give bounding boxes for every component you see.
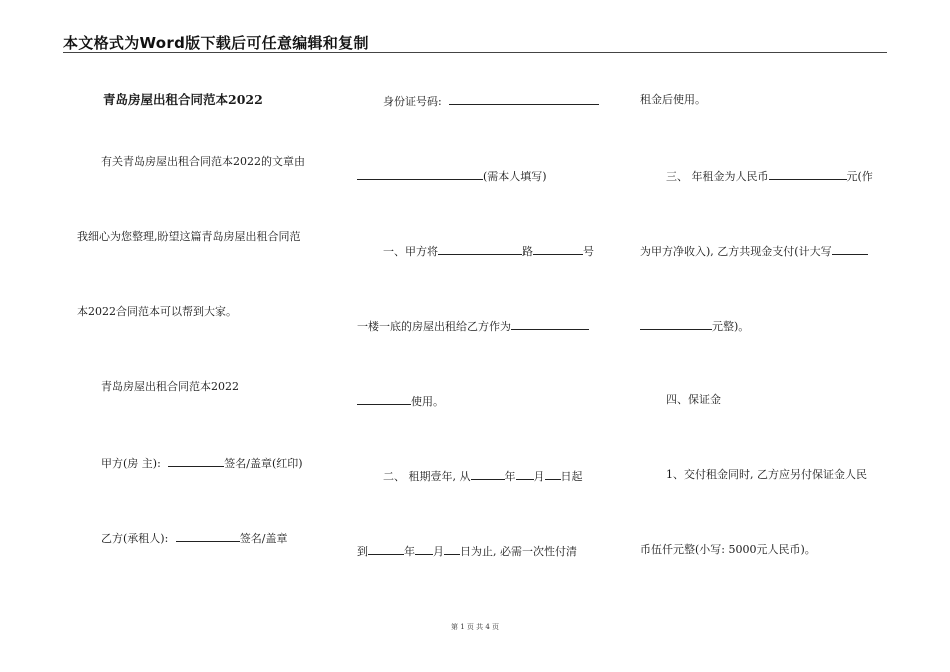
intro-line-3: 本2022合同范本可以帮到大家。 [77, 305, 237, 318]
clause-2-line-1 [383, 468, 583, 484]
start-day-blank[interactable] [545, 468, 561, 480]
clause-3-line-2 [640, 243, 868, 259]
clause-2-line-2 [357, 543, 577, 559]
number-blank[interactable] [533, 243, 583, 255]
clause-2-text: 二、 租期壹年, 从 [383, 470, 471, 483]
deposit-line-1: 1、交付租金同时, 乙方应另付保证金人民 [666, 468, 867, 481]
end-month-blank[interactable] [415, 543, 433, 555]
page-number: 第 1 页 共 4 页 [450, 623, 500, 631]
header-divider [63, 52, 887, 53]
use-blank[interactable] [357, 393, 411, 405]
party-b-line [101, 530, 288, 546]
start-year-blank[interactable] [471, 468, 505, 480]
clause-1-text: 一、甲方将 [383, 245, 438, 258]
clause-1-line-1 [383, 243, 594, 259]
to-label: 到 [357, 545, 368, 558]
clause-3-text: 三、 年租金为人民币 [666, 170, 769, 183]
document-header: 本文格式为Word版下载后可任意编辑和复制 [63, 34, 369, 52]
year-label-2: 年 [404, 545, 415, 558]
road-blank[interactable] [438, 243, 522, 255]
party-b-label: 乙方(承租人): [101, 532, 169, 545]
clause-3-text-2: 为甲方净收入), 乙方共现金支付(计大写 [640, 245, 832, 258]
id-number-line [383, 93, 599, 109]
end-day-blank[interactable] [444, 543, 460, 555]
party-b-blank[interactable] [176, 530, 240, 542]
start-month-blank[interactable] [516, 468, 534, 480]
rent-capital-blank[interactable] [832, 243, 868, 255]
clause-3-line-1 [666, 168, 873, 184]
clause-1-text-2: 一楼一底的房屋出租给乙方作为 [357, 320, 511, 333]
month-label-2: 月 [433, 545, 444, 558]
number-label: 号 [583, 245, 594, 258]
use-purpose-blank[interactable] [511, 318, 589, 330]
party-a-label: 甲方(房 主): [101, 457, 161, 470]
party-a-blank[interactable] [168, 455, 224, 467]
deposit-line-2: 币伍仟元整(小写: 5000元人民币)。 [640, 543, 816, 556]
clause-3-line-3 [640, 318, 749, 334]
rent-unit: 元(作 [846, 170, 873, 183]
clause-1-line-2 [357, 318, 589, 334]
clause-3-end-text: 元整)。 [712, 320, 750, 333]
deposit-heading: 四、保证金 [666, 393, 721, 406]
intro-line-2: 我细心为您整理,盼望这篇青岛房屋出租合同范 [77, 230, 301, 243]
fill-note-blank[interactable] [357, 168, 483, 180]
party-a-sign: 签名/盖章(红印) [224, 457, 303, 470]
use-label: 使用。 [411, 395, 444, 408]
continued-text: 租金后使用。 [640, 93, 706, 106]
rent-capital-blank-2[interactable] [640, 318, 712, 330]
clause-1-line-3 [357, 393, 444, 409]
year-label: 年 [504, 470, 516, 483]
section-subtitle: 青岛房屋出租合同范本2022 [101, 380, 239, 393]
fill-note-line [357, 168, 547, 184]
road-label: 路 [522, 245, 533, 258]
id-number-blank[interactable] [449, 93, 599, 105]
id-number-label: 身份证号码: [383, 95, 442, 108]
intro-line-1: 有关青岛房屋出租合同范本2022的文章由 [101, 155, 305, 168]
party-a-line [101, 455, 303, 471]
contract-title: 青岛房屋出租合同范本2022 [103, 92, 263, 107]
fill-note: (需本人填写) [483, 170, 547, 183]
end-year-blank[interactable] [368, 543, 404, 555]
day-label: 日起 [560, 470, 583, 483]
rent-amount-blank[interactable] [769, 168, 847, 180]
month-label: 月 [533, 470, 545, 483]
clause-2-end-text: 日为止, 必需一次性付清 [460, 545, 577, 558]
party-b-sign: 签名/盖章 [239, 532, 288, 545]
